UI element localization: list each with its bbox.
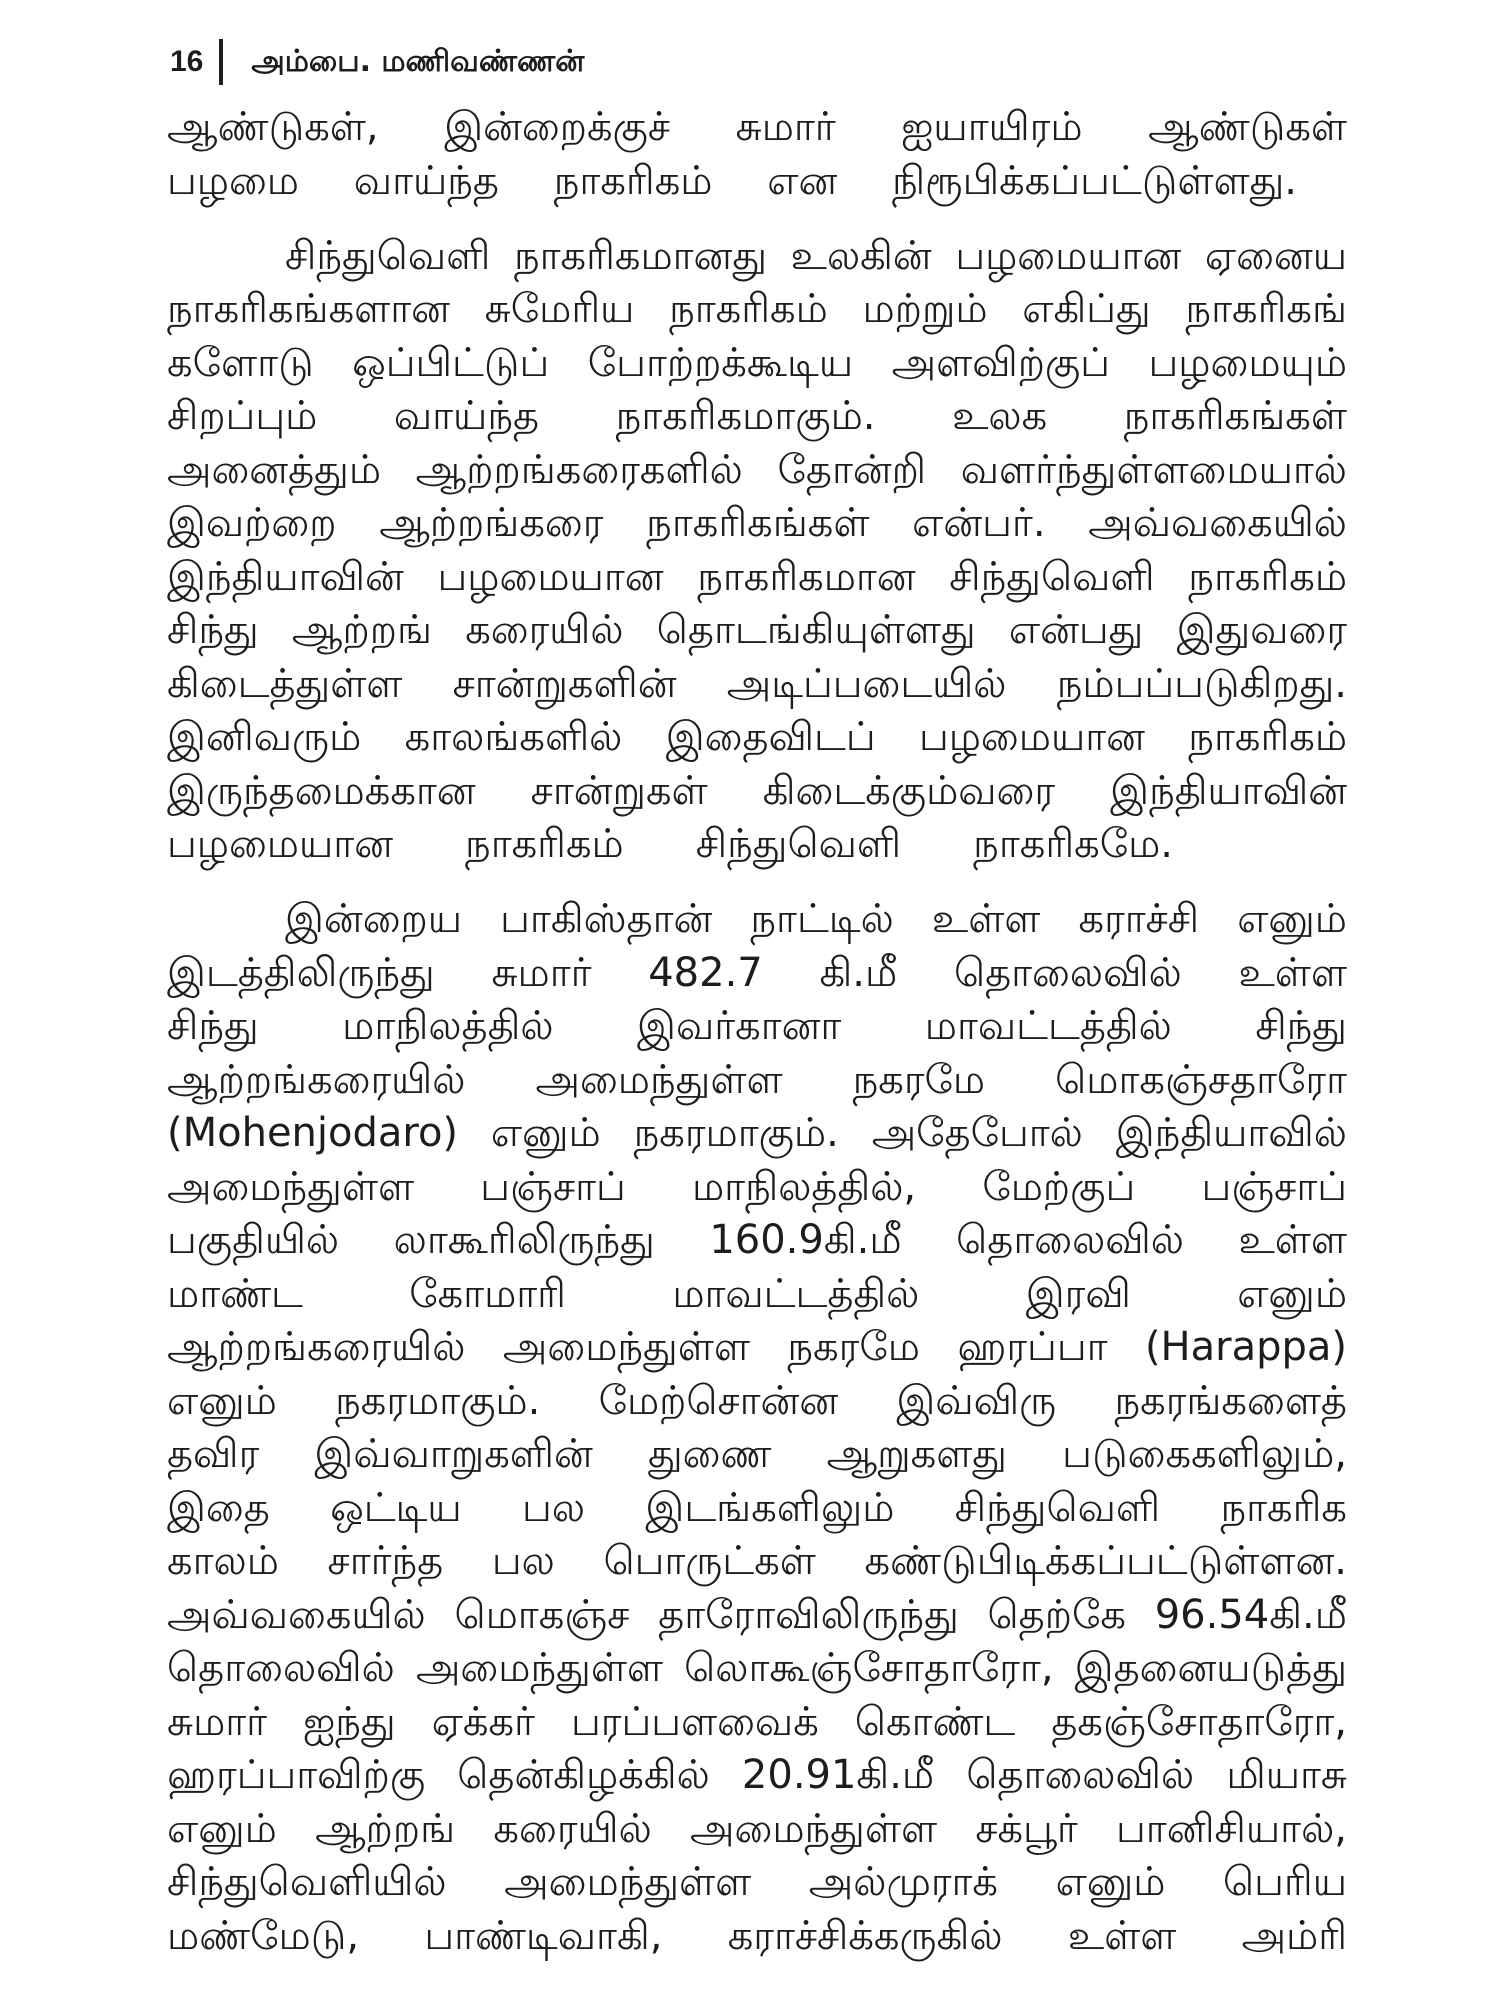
text-line: ஆற்றங்கரையில் அமைந்துள்ள நகரமே ஹரப்பா (Harappa) [167,1324,1347,1370]
text-line: மாண்ட கோமாரி மாவட்டத்தில் இரவி எனும் [167,1270,1347,1317]
text-line: எனும் நகரமாகும். மேற்சொன்ன இவ்விரு நகரங்களைத் [167,1377,1347,1424]
text-line: இருந்தமைக்கான சான்றுகள் கிடைக்கும்வரை இந்தியாவின் [167,767,1347,814]
text-line: களோடு ஒப்பிட்டுப் போற்றக்கூடிய அளவிற்குப் பழமையும் [167,339,1347,386]
text-line: தவிர இவ்வாறுகளின் துணை ஆறுகளது படுகைகளிலும், [167,1431,1347,1477]
text-line: இவற்றை ஆற்றங்கரை நாகரிகங்கள் என்பர். அவ்வகையில் [167,500,1347,546]
text-line: சிந்துவெளி நாகரிகமானது உலகின் பழமையான ஏனைய [285,232,1347,279]
paragraph [167,893,1347,1963]
text-line: ஆண்டுகள், இன்றைக்குச் சுமார் ஐயாயிரம் ஆண்டுகள் [167,104,1347,150]
text-line: சிந்து மாநிலத்தில் இவர்கானா மாவட்டத்தில் சிந்து [167,1003,1347,1049]
text-line: எனும் ஆற்றங் கரையில் அமைந்துள்ள சக்பூர் பானிசியால், [167,1805,1347,1852]
text-line: ஹரப்பாவிற்கு தென்கிழக்கில் 20.91கி.மீ தொலைவில் மியாசு [167,1752,1347,1798]
text-line: அமைந்துள்ள பஞ்சாப் மாநிலத்தில், மேற்குப் பஞ்சாப் [167,1163,1347,1210]
body-text [167,101,1347,1963]
text-line: சுமார் ஐந்து ஏக்கர் பரப்பளவைக் கொண்ட தகஞ்சோதாரோ, [167,1698,1347,1745]
text-line: மண்மேடு, பாண்டிவாகி, கராச்சிக்கருகில் உள்ள அம்ரி [167,1912,1347,1959]
paragraph [167,230,1347,872]
text-line: இன்றைய பாகிஸ்தான் நாட்டில் உள்ள கராச்சி எனும் [285,896,1347,942]
text-line: கிடைத்துள்ள சான்றுகளின் அடிப்படையில் நம்பப்படுகிறது. [167,660,1347,707]
text-line: பகுதியில் லாகூரிலிருந்து 160.9கி.மீ தொலைவில் உள்ள [167,1217,1347,1263]
text-line: சிறப்பும் வாய்ந்த நாகரிகமாகும். உலக நாகரிகங்கள் [167,393,1347,439]
text-line: இடத்திலிருந்து சுமார் 482.7 கி.மீ தொலைவில் உள்ள [167,949,1347,996]
text-line: பழமை வாய்ந்த நாகரிகம் என நிரூபிக்கப்பட்டுள்ளது. [167,157,1297,204]
text-line: நாகரிகங்களான சுமேரிய நாகரிகம் மற்றும் எகிப்து நாகரிகங் [167,286,1347,332]
author-name: அம்பை. மணிவண்ணன் [251,44,585,79]
paragraph [167,101,1347,208]
text-line: காலம் சார்ந்த பல பொருட்கள் கண்டுபிடிக்கப்பட்டுள்ளன. [167,1538,1347,1584]
text-line: சிந்து ஆற்றங் கரையில் தொடங்கியுள்ளது என்பது இதுவரை [167,607,1347,653]
text-line: அவ்வகையில் மொகஞ்ச தாரோவிலிருந்து தெற்கே 96.54கி.மீ [167,1591,1347,1638]
text-line: (Mohenjodaro) எனும் நகரமாகும். அதேபோல் இந்தியாவில் [167,1110,1347,1156]
text-line: இந்தியாவின் பழமையான நாகரிகமான சிந்துவெளி நாகரிகம் [167,553,1347,600]
header-separator [219,39,223,85]
text-line: தொலைவில் அமைந்துள்ள லொகூஞ்சோதாரோ, இதனையடுத்து [167,1645,1347,1691]
text-line: இனிவரும் காலங்களில் இதைவிடப் பழமையான நாகரிகம் [167,714,1347,760]
text-line: அனைத்தும் ஆற்றங்கரைகளில் தோன்றி வளர்ந்துள்ளமையால் [167,446,1347,493]
text-line: இதை ஒட்டிய பல இடங்களிலும் சிந்துவெளி நாகரிக [167,1484,1347,1531]
text-line: பழமையான நாகரிகம் சிந்துவெளி நாகரிகமே. [167,821,1173,867]
page-header [170,38,584,86]
page-number: 16 [170,45,204,78]
text-line: சிந்துவெளியில் அமைந்துள்ள அல்முராக் எனும் பெரிய [167,1859,1347,1905]
text-line: ஆற்றங்கரையில் அமைந்துள்ள நகரமே மொகஞ்சதாரோ [167,1056,1347,1103]
